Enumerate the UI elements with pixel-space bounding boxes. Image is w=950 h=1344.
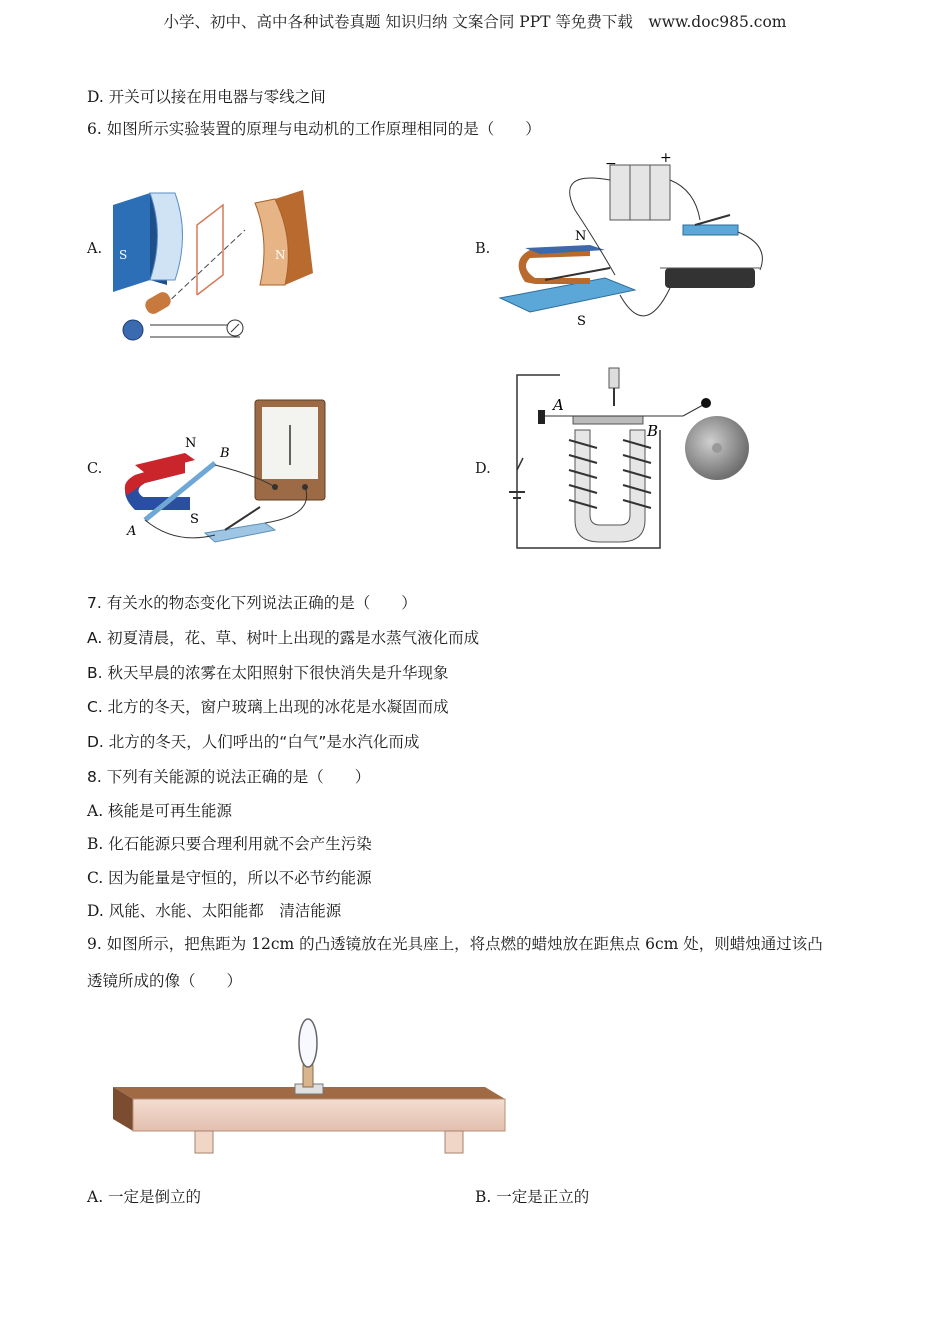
bench-front <box>133 1099 505 1131</box>
contact-screw-icon <box>609 368 619 388</box>
magnet-s-front <box>113 193 150 292</box>
q8-option-a: A. 核能是可再生能源 <box>87 802 233 820</box>
convex-lens <box>299 1019 317 1067</box>
q7-option-d: D. 北方的冬天，人们呼出的“白气”是水汽化而成 <box>87 733 420 751</box>
q8-option-b: B. 化石能源只要合理利用就不会产生污染 <box>87 835 372 853</box>
fig-b-s-label: S <box>577 314 586 329</box>
q6-figure-d <box>505 360 755 555</box>
fig-c-s-label: S <box>190 512 199 527</box>
rheostat-icon <box>665 268 755 288</box>
q6-figure-b <box>495 150 775 340</box>
q5-option-d: D. 开关可以接在用电器与零线之间 <box>87 88 326 106</box>
fig-d-a-label: A <box>553 396 564 414</box>
q9-option-a: A. 一定是倒立的 <box>87 1188 202 1206</box>
page-header: 小学、初中、高中各种试卷真题 知识归纳 文案合同 PPT 等免费下载 www.doc985.com <box>163 13 787 31</box>
fig-c-n-label: N <box>185 436 197 451</box>
q9-stem-line-2: 透镜所成的像（ ） <box>87 972 243 990</box>
switch-icon <box>683 225 738 235</box>
q6-label-d: D. <box>475 461 491 477</box>
q6-label-a: A. <box>87 241 103 257</box>
fig-c-b-label: B <box>220 446 230 461</box>
q7-stem: 7. 有关水的物态变化下列说法正确的是（ ） <box>87 594 417 612</box>
q8-option-c: C. 因为能量是守恒的，所以不必节约能源 <box>87 869 372 887</box>
fig-b-n-label: N <box>575 229 587 244</box>
fig-b-plus: + <box>660 150 672 166</box>
fig-b-minus: − <box>605 156 617 172</box>
q6-figure-a <box>105 185 325 350</box>
q6-label-b: B. <box>475 241 491 257</box>
fig-a-s-label: S <box>119 248 128 262</box>
electromagnet-u-core <box>575 430 645 542</box>
fig-a-n-label: N <box>275 248 286 262</box>
q9-option-b: B. 一定是正立的 <box>475 1188 590 1206</box>
q9-optical-bench-figure <box>105 1015 515 1160</box>
q7-option-c: C. 北方的冬天，窗户玻璃上出现的冰花是水凝固而成 <box>87 698 449 716</box>
q7-option-a: A. 初夏清晨，花、草、树叶上出现的露是水蒸气液化而成 <box>87 629 480 647</box>
q6-figure-c <box>115 395 335 550</box>
q6-label-c: C. <box>87 461 103 477</box>
battery-icon <box>610 165 670 220</box>
q6-stem: 6. 如图所示实验装置的原理与电动机的工作原理相同的是（ ） <box>87 120 541 138</box>
q8-stem: 8. 下列有关能源的说法正确的是（ ） <box>87 768 371 786</box>
q9-stem-line-1: 9. 如图所示，把焦距为 12cm 的凸透镜放在光具座上，将点燃的蜡烛放在距焦点 6cm 处，则蜡烛通过该凸 <box>87 935 823 953</box>
q8-option-d: D. 风能、水能、太阳能都 清洁能源 <box>87 902 342 920</box>
q7-option-b: B. 秋天早晨的浓雾在太阳照射下很快消失是升华现象 <box>87 664 449 682</box>
fig-c-a-label: A <box>127 524 137 539</box>
fig-d-b-label: B <box>647 422 659 440</box>
